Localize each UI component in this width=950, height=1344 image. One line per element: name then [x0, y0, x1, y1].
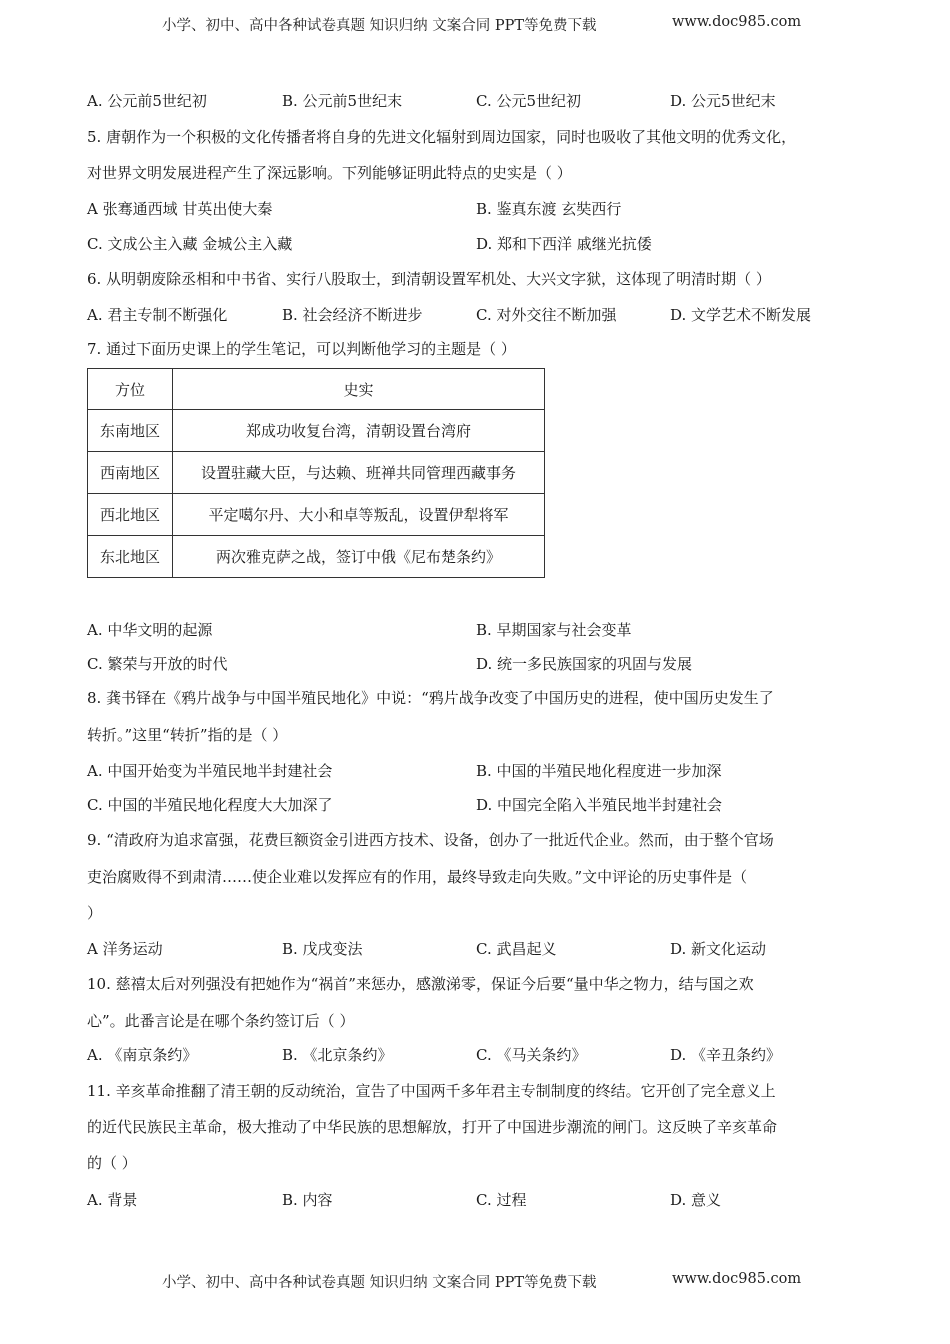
table-cell-region: 东北地区: [88, 536, 173, 578]
q5-option-c: C. 文成公主入藏 金城公主入藏: [87, 235, 293, 253]
q7-option-d: D. 统一多民族国家的巩固与发展: [476, 655, 693, 673]
q11-option-a: A. 背景: [87, 1191, 138, 1209]
table-header-row: [88, 369, 545, 410]
q11-stem-line3: 的（ ）: [87, 1154, 137, 1172]
footer-text: 小学、初中、高中各种试卷真题 知识归纳 文案合同 PPT等免费下载: [162, 1275, 597, 1291]
q7-option-b: B. 早期国家与社会变革: [476, 621, 632, 639]
q10-option-c: C. 《马关条约》: [476, 1046, 587, 1064]
table-cell-fact: 设置驻藏大臣，与达赖、班禅共同管理西藏事务: [173, 452, 545, 494]
q8-stem-line1: 8. 龚书铎在《鸦片战争与中国半殖民地化》中说：“鸦片战争改变了中国历史的进程，使中国历史发生了: [87, 689, 774, 707]
table-row: [88, 536, 545, 578]
q4-option-c: C. 公元5世纪初: [476, 92, 582, 110]
q9-stem-line2: 吏治腐败得不到肃清……使企业难以发挥应有的作用，最终导致走向失败。”文中评论的历史事件是（: [87, 868, 748, 886]
q5-stem-line1: 5. 唐朝作为一个积极的文化传播者将自身的先进文化辐射到周边国家，同时也吸收了其他文明的优秀文化，: [87, 128, 797, 146]
q9-option-b: B. 戊戌变法: [282, 940, 363, 958]
q6-option-a: A. 君主专制不断强化: [87, 306, 228, 324]
q6-option-b: B. 社会经济不断进步: [282, 306, 423, 324]
header-url[interactable]: www.doc985.com: [672, 14, 802, 30]
q11-option-b: B. 内容: [282, 1191, 333, 1209]
table-row: [88, 410, 545, 452]
q8-option-b: B. 中国的半殖民地化程度进一步加深: [476, 762, 722, 780]
q6-option-d: D. 文学艺术不断发展: [670, 306, 812, 324]
q4-option-d: D. 公元5世纪末: [670, 92, 776, 110]
table-row: [88, 452, 545, 494]
q5-stem-line2: 对世界文明发展进程产生了深远影响。下列能够证明此特点的史实是（ ）: [87, 164, 572, 182]
q7-stem-line1: 7. 通过下面历史课上的学生笔记，可以判断他学习的主题是（ ）: [87, 340, 516, 358]
q8-option-d: D. 中国完全陷入半殖民地半封建社会: [476, 796, 723, 814]
q5-option-d: D. 郑和下西洋 戚继光抗倭: [476, 235, 652, 253]
table-cell-fact: 平定噶尔丹、大小和卓等叛乱，设置伊犁将军: [173, 494, 545, 536]
q9-stem-line3: ）: [87, 904, 103, 922]
q11-stem-line1: 11. 辛亥革命推翻了清王朝的反动统治，宣告了中国两千多年君主专制制度的终结。它开创了完全意义上: [87, 1082, 776, 1100]
table-cell-region: 西北地区: [88, 494, 173, 536]
q11-option-c: C. 过程: [476, 1191, 527, 1209]
q10-stem-line1: 10. 慈禧太后对列强没有把她作为“祸首”来惩办，感激涕零，保证今后要“量中华之物力，结与国之欢: [87, 975, 754, 993]
q9-option-c: C. 武昌起义: [476, 940, 557, 958]
q9-option-a: A 洋务运动: [87, 940, 163, 958]
q7-option-c: C. 繁荣与开放的时代: [87, 655, 228, 673]
q7-option-a: A. 中华文明的起源: [87, 621, 213, 639]
table-header-facts: 史实: [173, 369, 545, 410]
q11-option-d: D. 意义: [670, 1191, 722, 1209]
q9-option-d: D. 新文化运动: [670, 940, 767, 958]
table-cell-fact: 两次雅克萨之战，签订中俄《尼布楚条约》: [173, 536, 545, 578]
q11-stem-line2: 的近代民族民主革命，极大推动了中华民族的思想解放，打开了中国进步潮流的闸门。这反映了辛亥革命: [87, 1118, 778, 1136]
q8-option-c: C. 中国的半殖民地化程度大大加深了: [87, 796, 333, 814]
q10-option-d: D. 《辛丑条约》: [670, 1046, 782, 1064]
q10-stem-line2: 心”。此番言论是在哪个条约签订后（ ）: [87, 1012, 355, 1030]
history-notes-table: [87, 368, 545, 578]
table-cell-region: 西南地区: [88, 452, 173, 494]
q5-option-b: B. 鉴真东渡 玄奘西行: [476, 200, 622, 218]
q10-option-b: B. 《北京条约》: [282, 1046, 393, 1064]
table-cell-fact: 郑成功收复台湾，清朝设置台湾府: [173, 410, 545, 452]
q4-option-b: B. 公元前5世纪末: [282, 92, 403, 110]
table-header-direction: 方位: [88, 369, 173, 410]
q9-stem-line1: 9. “清政府为追求富强，花费巨额资金引进西方技术、设备，创办了一批近代企业。然而，由于整个官场: [87, 831, 774, 849]
q8-stem-line2: 转折。”这里“转折”指的是（ ）: [87, 726, 288, 744]
footer-url[interactable]: www.doc985.com: [672, 1271, 802, 1287]
table-row: [88, 494, 545, 536]
q6-option-c: C. 对外交往不断加强: [476, 306, 617, 324]
table-cell-region: 东南地区: [88, 410, 173, 452]
q5-option-a: A 张骞通西域 甘英出使大秦: [87, 200, 273, 218]
header-text: 小学、初中、高中各种试卷真题 知识归纳 文案合同 PPT等免费下载: [162, 18, 597, 34]
q4-option-a: A. 公元前5世纪初: [87, 92, 207, 110]
q8-option-a: A. 中国开始变为半殖民地半封建社会: [87, 762, 333, 780]
q10-option-a: A. 《南京条约》: [87, 1046, 198, 1064]
q6-stem-line1: 6. 从明朝废除丞相和中书省、实行八股取士，到清朝设置军机处、大兴文字狱，这体现了明清时期（ ）: [87, 270, 771, 288]
